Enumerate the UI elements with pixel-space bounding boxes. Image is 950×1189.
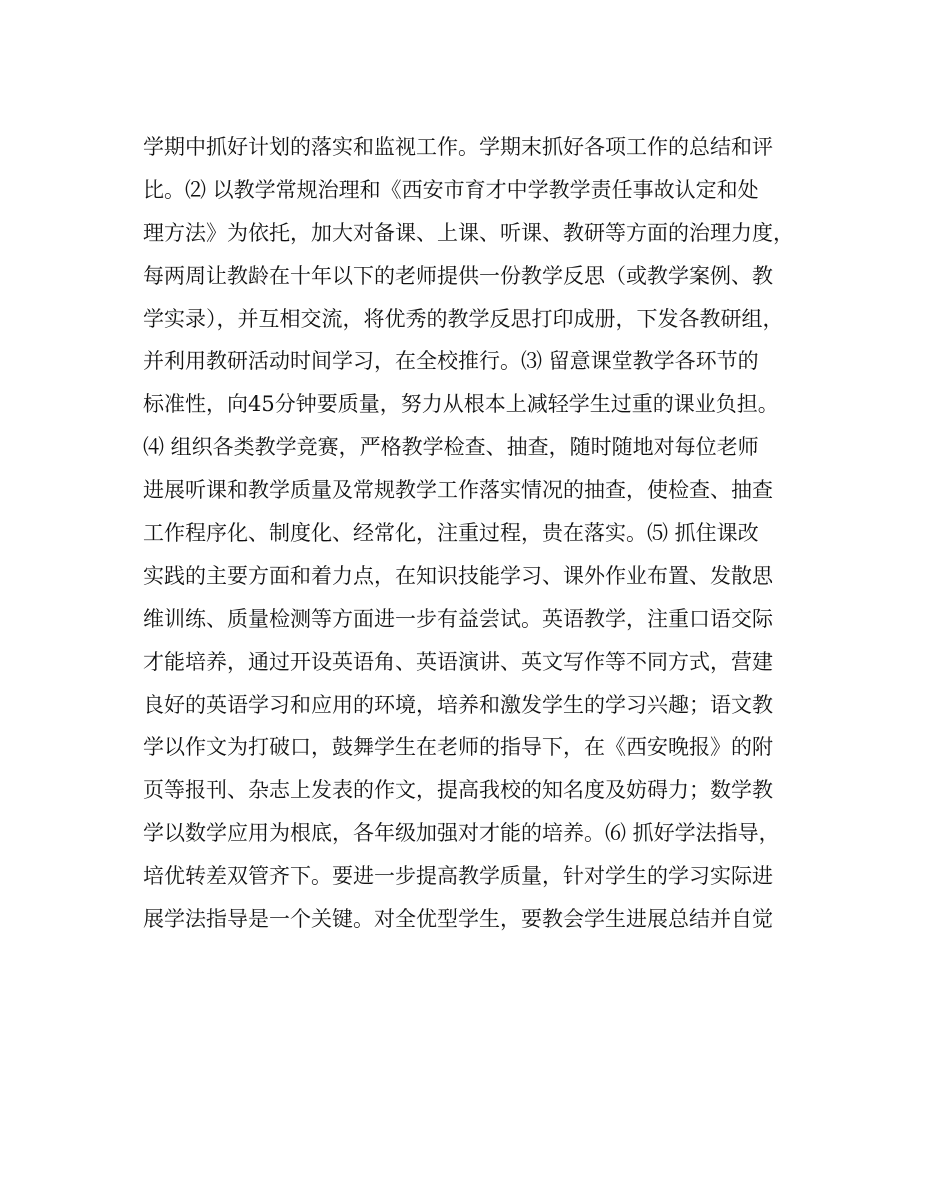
body-text xyxy=(143,126,823,941)
text-line: 学期中抓好计划的落实和监视工作。学期末抓好各项工作的总结和评 xyxy=(143,135,773,159)
text-line: 良好的英语学习和应用的环境，培养和激发学生的学习兴趣；语文教 xyxy=(143,692,773,717)
text-line: 才能培养，通过开设英语角、英语演讲、英文写作等不同方式，营建 xyxy=(143,649,773,674)
text-line: 标准性，向45分钟要质量，努力从根本上减轻学生过重的课业负担。 xyxy=(143,392,779,417)
text-line: 理方法》为依托，加大对备课、上课、听课、教研等方面的治理力度， xyxy=(143,220,794,245)
text-line: 进展听课和教学质量及常规教学工作落实情况的抽查，使检查、抽查 xyxy=(143,478,773,503)
text-line: 培优转差双管齐下。要进一步提高教学质量，针对学生的学习实际进 xyxy=(143,864,773,889)
text-line: 工作程序化、制度化、经常化，注重过程，贵在落实。⑸ 抓住课改 xyxy=(143,521,759,546)
text-line: 比。⑵ 以教学常规治理和《西安市育才中学教学责任事故认定和处 xyxy=(143,177,759,202)
text-line: 学实录），并互相交流，将优秀的教学反思打印成册，下发各教研组， xyxy=(143,306,784,331)
text-line: 学以数学应用为根底，各年级加强对才能的培养。⑹ 抓好学法指导， xyxy=(143,821,780,846)
text-line: 页等报刊、杂志上发表的作文，提高我校的知名度及妨碍力；数学教 xyxy=(143,778,773,803)
text-line: 并利用教研活动时间学习，在全校推行。⑶ 留意课堂教学各环节的 xyxy=(143,349,759,374)
text-line: 学以作文为打破口，鼓舞学生在老师的指导下，在《西安晚报》的附 xyxy=(143,735,773,760)
text-line: ⑷ 组织各类教学竞赛，严格教学检查、抽查，随时随地对每位老师 xyxy=(143,435,759,460)
text-line: 每两周让教龄在十年以下的老师提供一份教学反思（或教学案例、教 xyxy=(143,263,773,288)
text-line: 维训练、质量检测等方面进一步有益尝试。英语教学，注重口语交际 xyxy=(143,606,773,631)
text-line: 实践的主要方面和着力点，在知识技能学习、课外作业布置、发散思 xyxy=(143,563,773,588)
text-line: 展学法指导是一个关键。对全优型学生，要教会学生进展总结并自觉 xyxy=(143,907,773,932)
